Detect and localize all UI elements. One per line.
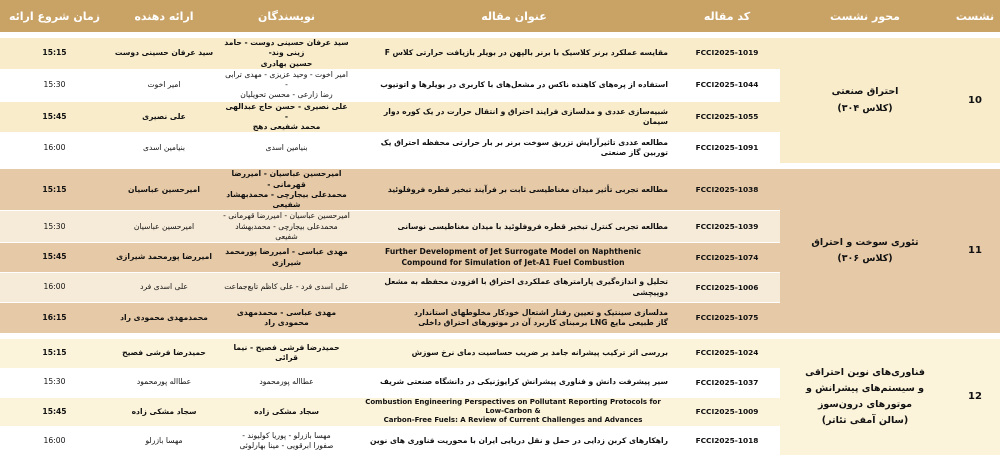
paper-presenter: حمیدرضا فرشی فصیح xyxy=(109,339,219,368)
paper-code: FCCI2025-1006 xyxy=(674,273,780,303)
paper-authors: بنیامین اسدی xyxy=(219,133,354,164)
paper-title: مطالعه تجربی تأثیر میدان مغناطیسی ثابت بر فرآیند تبخیر قطره فروفلوئید xyxy=(354,169,674,211)
paper-time: 15:45 xyxy=(0,101,109,133)
paper-code: FCCI2025-1091 xyxy=(674,133,780,164)
paper-presenter: مهسا بازرلو xyxy=(109,426,219,455)
session-12 xyxy=(0,334,1000,456)
paper-presenter: امیر اخوت xyxy=(109,69,219,101)
header-title: عنوان مقاله xyxy=(354,0,674,33)
paper-time: 16:00 xyxy=(0,133,109,164)
session-number: 10 xyxy=(950,38,1000,164)
paper-code: FCCI2025-1074 xyxy=(674,243,780,273)
paper-code: FCCI2025-1024 xyxy=(674,339,780,368)
paper-time: 15:30 xyxy=(0,69,109,101)
paper-code: FCCI2025-1044 xyxy=(674,69,780,101)
paper-title: سیر پیشرفت دانش و فناوری پیشرانش کرایوژنیکی در دانشگاه صنعتی شریف xyxy=(354,368,674,397)
paper-presenter: سجاد مشکی زاده xyxy=(109,397,219,426)
paper-title: مدلسازی سینتیک و تعیین رفتار اشتعال خودکار مخلوطهای استاندارد گاز طبیعی مایع LNG برمبنای کاربرد آن در موتورهای احتراق داخلی xyxy=(354,303,674,334)
paper-time: 16:00 xyxy=(0,273,109,303)
paper-presenter: علی نصیری xyxy=(109,101,219,133)
paper-authors: مهدی عباسی - امیررضا پورمحمد شیرازی xyxy=(219,243,354,273)
paper-time: 15:15 xyxy=(0,339,109,368)
paper-code: FCCI2025-1039 xyxy=(674,211,780,243)
paper-presenter: امیرحسین عباسیان xyxy=(109,211,219,243)
header-axis: محور نشست xyxy=(780,0,950,33)
session-axis: تئوری سوخت و احتراق (کلاس ۳۰۶) xyxy=(780,169,950,333)
paper-authors: عطااله پورمحمود xyxy=(219,368,354,397)
paper-presenter: محمدمهدی محمودی راد xyxy=(109,303,219,334)
paper-presenter: امیرحسین عباسیان xyxy=(109,169,219,211)
paper-title: مطالعه تجربی کنترل تبخیر قطره فروفلوئید با میدان مغناطیسی نوسانی xyxy=(354,211,674,243)
header-presenter: ارائه دهنده xyxy=(109,0,219,33)
paper-title: شبیه‌سازی عددی و مدلسازی فرایند احتراق و انتقال حرارت در یک کوره دوار سیمان xyxy=(354,101,674,133)
paper-title: استفاده از پره‌های کاهنده ناکس در مشعل‌های با کاربری در بویلرها و اتوتیوب xyxy=(354,69,674,101)
paper-code: FCCI2025-1018 xyxy=(674,426,780,455)
paper-presenter: بنیامین اسدی xyxy=(109,133,219,164)
paper-code: FCCI2025-1038 xyxy=(674,169,780,211)
paper-title: مقایسه عملکرد برنر کلاسیک با برنر بالپهن در بویلر بازیافت حرارتی کلاس F xyxy=(354,38,674,69)
session-11 xyxy=(0,164,1000,334)
paper-time: 15:30 xyxy=(0,368,109,397)
paper-authors: سجاد مشکی زاده xyxy=(219,397,354,426)
table-row xyxy=(0,169,1000,211)
paper-code: FCCI2025-1075 xyxy=(674,303,780,334)
header-start-time: زمان شروع ارائه xyxy=(0,0,109,33)
paper-authors: مهسا بازرلو - پوریا کولیوند - صفورا ابرقویی - مینا بهارلوئی xyxy=(219,426,354,455)
paper-time: 15:15 xyxy=(0,169,109,211)
paper-time: 15:45 xyxy=(0,397,109,426)
paper-authors: امیرحسین عباسیان - امیررضا قهرمانی - محمدعلی بیجارچی - محمدبهشاد شفیعی xyxy=(219,169,354,211)
paper-time: 15:30 xyxy=(0,211,109,243)
paper-authors: مهدی عباسی - محمدمهدی محمودی راد xyxy=(219,303,354,334)
paper-presenter: امیررضا پورمحمد شیرازی xyxy=(109,243,219,273)
header-code: کد مقاله xyxy=(674,0,780,33)
paper-authors: امیر اخوت - وحید عزیزی - مهدی ترابی - رضا زارعی - محسن تحویلیان xyxy=(219,69,354,101)
paper-presenter: سید عرفان حسینی دوست xyxy=(109,38,219,69)
paper-title: مطالعه عددی تاثیرآرایش تزریق سوخت برنر بر بار حرارتی محفظه احتراق یک توربین گاز صنعتی xyxy=(354,133,674,164)
session-axis: احتراق صنعتی (کلاس ۳۰۴) xyxy=(780,38,950,164)
table-row xyxy=(0,38,1000,69)
header-session: نشست xyxy=(950,0,1000,33)
paper-code: FCCI2025-1055 xyxy=(674,101,780,133)
paper-presenter: علی اسدی فرد xyxy=(109,273,219,303)
paper-title: Further Development of Jet Surrogate Model on Naphthenic Compound for Simulation of Jet-A1 Fuel Combustion xyxy=(354,243,674,273)
paper-authors: امیرحسین عباسیان - امیررضا قهرمانی - محمدعلی بیجارچی - محمدبهشاد شفیعی xyxy=(219,211,354,243)
paper-title: راهکارهای کربن زدایی در حمل و نقل دریایی ایران با محوریت فناوری های نوین xyxy=(354,426,674,455)
session-axis: فناوری‌های نوین احتراقی و سیستم‌های پیشرانش و موتورهای درون‌سوز (سالن آمفی تئاتر) xyxy=(780,339,950,455)
paper-time: 16:15 xyxy=(0,303,109,334)
paper-time: 16:00 xyxy=(0,426,109,455)
paper-time: 15:45 xyxy=(0,243,109,273)
paper-code: FCCI2025-1009 xyxy=(674,397,780,426)
paper-authors: سید عرفان حسینی دوست - حامد زینی وند- حسین بهادری xyxy=(219,38,354,69)
paper-title: بررسی اثر ترکیب پیشرانه جامد بر ضریب حساسیت دمای نرخ سوزش xyxy=(354,339,674,368)
paper-time: 15:15 xyxy=(0,38,109,69)
paper-authors: علی اسدی فرد - علی کاظم تابع‌جماعت xyxy=(219,273,354,303)
session-10 xyxy=(0,33,1000,164)
table-row xyxy=(0,339,1000,368)
paper-code: FCCI2025-1019 xyxy=(674,38,780,69)
session-number: 12 xyxy=(950,339,1000,455)
paper-title: تحلیل و اندازه‌گیری پارامترهای عملکردی احتراق با افزودن محفظه به مشعل دوپیچشی xyxy=(354,273,674,303)
paper-authors: حمیدرضا فرشی فصیح - نیما قرائی xyxy=(219,339,354,368)
paper-code: FCCI2025-1037 xyxy=(674,368,780,397)
paper-authors: علی نصیری - حسن حاج عبدالهی - محمد شفیعی دهج xyxy=(219,101,354,133)
paper-presenter: عطااله پورمحمود xyxy=(109,368,219,397)
paper-title: Combustion Engineering Perspectives on Pollutant Reporting Protocols for Low-Carbon & Carbon-Free Fuels: A Review of Current Challenges and Advances xyxy=(354,397,674,426)
header-row xyxy=(0,0,1000,33)
header-authors: نویسندگان xyxy=(219,0,354,33)
session-number: 11 xyxy=(950,169,1000,333)
